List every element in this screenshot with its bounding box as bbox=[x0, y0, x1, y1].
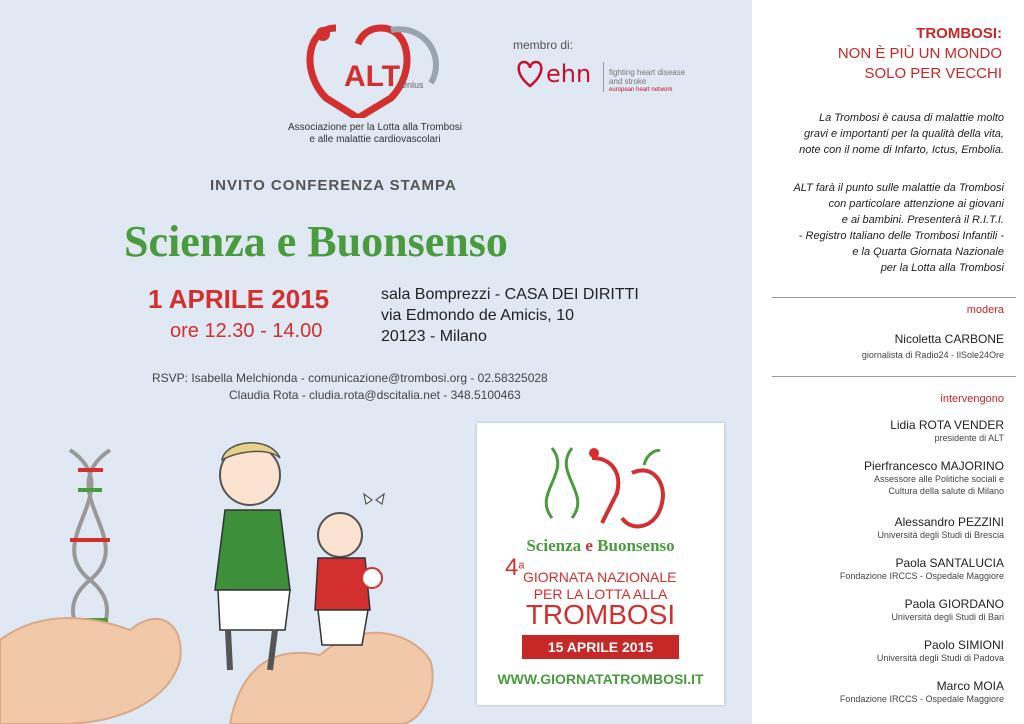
ehn-tag-line2: and stroke bbox=[609, 77, 647, 86]
badge-date-ribbon: 15 APRILE 2015 bbox=[522, 635, 679, 659]
ehn-heart-icon bbox=[515, 60, 545, 88]
invito-heading: INVITO CONFERENZA STAMPA bbox=[210, 177, 457, 194]
sidebar-paragraph-1 bbox=[752, 110, 1004, 158]
badge-e: e bbox=[585, 536, 593, 555]
modera-label: modera bbox=[966, 304, 1004, 316]
association-line1: Associazione per la Lotta alla Trombosi bbox=[288, 122, 462, 133]
right-hand bbox=[230, 633, 433, 724]
association-name bbox=[270, 122, 480, 146]
intervengono-label: intervengono bbox=[940, 393, 1004, 405]
rsvp-line2: Claudia Rota - cludia.rota@dscitalia.net - 348.5100463 bbox=[229, 388, 521, 402]
ehn-tag-line1: fighting heart disease bbox=[609, 68, 686, 77]
p1-line: note con il nome di Infarto, Ictus, Embolia. bbox=[799, 144, 1004, 156]
speaker-item bbox=[752, 459, 1004, 497]
badge-trombosi: TROMBOSI bbox=[525, 599, 676, 630]
speaker-role: presidente di ALT bbox=[934, 433, 1004, 443]
speaker-name: Paolo SIMIONI bbox=[923, 638, 1004, 652]
p1-line: gravi e importanti per la qualità della vita, bbox=[804, 128, 1004, 140]
ehn-logo-text: ehn bbox=[546, 60, 592, 88]
sidebar-heading bbox=[752, 24, 1002, 84]
speaker-item bbox=[752, 638, 1004, 664]
event-date: 1 APRILE 2015 bbox=[148, 284, 330, 314]
venue-line2: via Edmondo de Amicis, 10 bbox=[381, 307, 574, 324]
sidebar-paragraph-2 bbox=[752, 180, 1004, 276]
badge-giornata: GIORNATA NAZIONALE bbox=[523, 569, 677, 585]
event-title: Scienza e Buonsenso bbox=[124, 217, 508, 266]
ehn-divider bbox=[603, 62, 604, 92]
venue-line1: sala Bomprezzi - CASA DEI DIRITTI bbox=[381, 286, 639, 303]
sidebar-divider bbox=[772, 376, 1016, 377]
rsvp-line1: RSVP: Isabella Melchionda - comunicazione@trombosi.org - 02.58325028 bbox=[152, 371, 548, 385]
speaker-role: Università degli Studi di Padova bbox=[876, 653, 1004, 663]
speaker-role: Assessore alle Politiche sociali e bbox=[873, 474, 1004, 484]
badge-logo-icon bbox=[532, 443, 672, 543]
ehn-tagline bbox=[609, 68, 685, 95]
event-time: ore 12.30 - 14.00 bbox=[170, 320, 323, 342]
speaker-item bbox=[752, 418, 1004, 444]
apple-icon bbox=[622, 470, 663, 526]
p2-line: per la Lotta alla Trombosi bbox=[880, 262, 1004, 274]
alt-logo bbox=[296, 18, 456, 118]
p2-line: e ai bambini. Presenterà il R.I.T.I. bbox=[841, 214, 1004, 226]
badge-ordinal bbox=[505, 554, 524, 582]
giornata-badge bbox=[477, 423, 724, 705]
ehn-tag-line3: european heart network bbox=[609, 87, 673, 93]
speaker-name: Paola SANTALUCIA bbox=[895, 556, 1004, 570]
sidebar-heading-line1: TROMBOSI: bbox=[916, 25, 1002, 42]
speaker-name: Alessandro PEZZINI bbox=[894, 515, 1004, 529]
badge-buonsenso: Buonsenso bbox=[597, 536, 675, 555]
speaker-item bbox=[752, 515, 1004, 541]
badge-title bbox=[477, 536, 724, 556]
p2-line: ALT farà il punto sulle malattie da Trombosi bbox=[793, 182, 1004, 194]
membro-label: membro di: bbox=[513, 38, 574, 52]
speaker-item bbox=[752, 679, 1004, 705]
hands-children-illustration bbox=[0, 430, 470, 724]
speaker-name: Marco MOIA bbox=[936, 679, 1004, 693]
girl-illustration bbox=[215, 443, 290, 670]
p1-line: La Trombosi è causa di malattie molto bbox=[818, 112, 1004, 124]
p2-line: - Registro Italiano delle Trombosi Infantili - bbox=[798, 230, 1004, 242]
boy-illustration bbox=[315, 513, 382, 645]
badge-number: 4 bbox=[505, 554, 519, 581]
moderator-role: giornalista di Radio24 - IlSole24Ore bbox=[861, 350, 1004, 360]
event-venue bbox=[381, 284, 639, 347]
p2-line: e la Quarta Giornata Nazionale bbox=[852, 246, 1004, 258]
speaker-name: Paola GIORDANO bbox=[904, 597, 1004, 611]
badge-per: PER LA LOTTA ALLA bbox=[533, 586, 668, 602]
speaker-role: Università degli Studi di Bari bbox=[891, 612, 1004, 622]
speaker-role: Fondazione IRCCS - Ospedale Maggiore bbox=[839, 694, 1004, 704]
left-hand bbox=[0, 618, 181, 724]
venue-line3: 20123 - Milano bbox=[381, 328, 487, 345]
speaker-role: Fondazione IRCCS - Ospedale Maggiore bbox=[839, 571, 1004, 581]
speaker-role-line2: Cultura della salute di Milano bbox=[888, 486, 1004, 496]
rsvp-block bbox=[152, 370, 548, 404]
moderator-name: Nicoletta CARBONE bbox=[894, 332, 1004, 346]
association-line2: e alle malattie cardiovascolari bbox=[309, 134, 441, 145]
butterfly-icon bbox=[364, 494, 384, 504]
p2-line: con particolare attenzione ai giovani bbox=[828, 198, 1004, 210]
speaker-item bbox=[752, 597, 1004, 623]
badge-scienza: Scienza bbox=[526, 536, 582, 555]
sidebar-heading-line3: SOLO PER VECCHI bbox=[864, 65, 1002, 82]
speaker-name: Pierfrancesco MAJORINO bbox=[863, 459, 1004, 473]
speaker-role: Università degli Studi di Brescia bbox=[877, 530, 1004, 540]
alt-logo-text: ALT bbox=[344, 60, 401, 93]
speaker-item bbox=[752, 556, 1004, 582]
sidebar-divider bbox=[772, 297, 1016, 298]
speaker-name: Lidia ROTA VENDER bbox=[890, 418, 1004, 432]
badge-sup: a bbox=[518, 559, 525, 572]
badge-url-link[interactable]: WWW.GIORNATATROMBOSI.IT bbox=[497, 671, 704, 687]
alt-logo-suffix: Onlus bbox=[400, 80, 424, 90]
sidebar-heading-line2: NON È PIÙ UN MONDO bbox=[837, 45, 1002, 62]
